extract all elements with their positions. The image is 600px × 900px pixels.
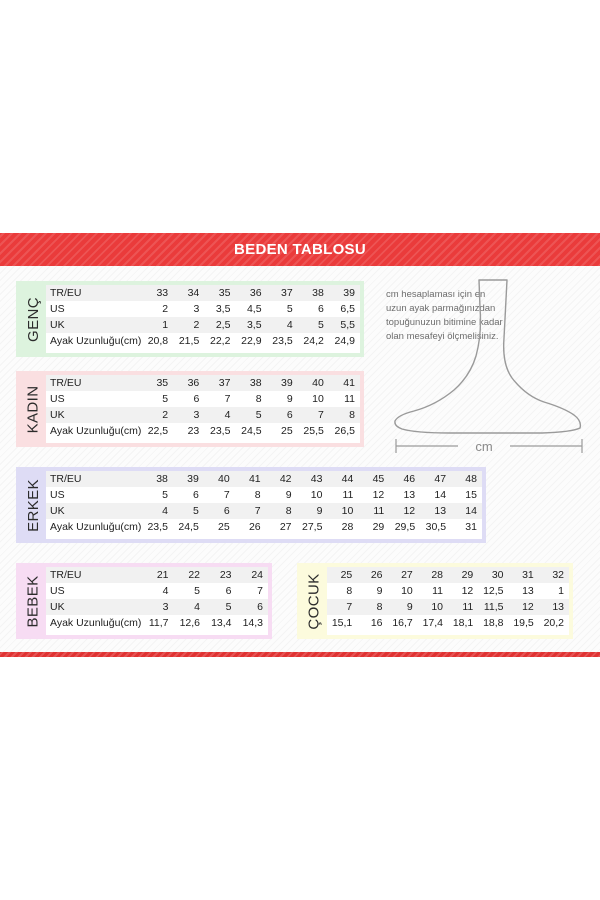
size-cell: 20,8 xyxy=(147,335,169,347)
row-values xyxy=(142,617,268,629)
size-cell: 8 xyxy=(285,505,292,517)
size-cell: 43 xyxy=(310,473,323,485)
size-cell: 35 xyxy=(156,377,169,389)
size-cell: 12 xyxy=(522,601,534,613)
size-cell: 11 xyxy=(462,601,474,613)
size-cell: 2 xyxy=(162,303,169,315)
size-cell: 12,5 xyxy=(483,585,504,597)
size-grid xyxy=(46,375,360,443)
size-cell: 13 xyxy=(434,505,447,517)
row-values xyxy=(142,425,360,437)
size-cell: 31 xyxy=(522,569,534,581)
size-cell: 26,5 xyxy=(334,425,355,437)
size-cell: 23 xyxy=(187,425,200,437)
foot-outline-icon xyxy=(395,280,581,433)
row-header: UK xyxy=(50,505,65,517)
size-cell: 35 xyxy=(218,287,231,299)
category-label-text: GENÇ xyxy=(24,296,42,342)
size-cell: 4 xyxy=(286,319,293,331)
size-grid xyxy=(327,567,569,635)
bottom-divider xyxy=(0,652,600,657)
size-cell: 39 xyxy=(343,287,355,299)
size-cell: 9 xyxy=(285,489,292,501)
category-label-text: BEBEK xyxy=(24,574,42,628)
size-cell: 6 xyxy=(225,585,232,597)
size-cell: 7 xyxy=(318,409,324,421)
size-cell: 3,5 xyxy=(215,303,231,315)
size-cell: 8 xyxy=(376,601,383,613)
size-cell: 2,5 xyxy=(215,319,231,331)
category-label-text: ERKEK xyxy=(24,478,42,532)
size-grid xyxy=(46,285,360,353)
size-cell: 12,6 xyxy=(179,617,200,629)
size-cell: 4 xyxy=(162,505,168,517)
size-cell: 6 xyxy=(193,393,200,405)
size-cell: 10 xyxy=(431,601,443,613)
size-cell: 10 xyxy=(310,489,323,501)
row-values xyxy=(142,393,360,405)
size-cell: 8 xyxy=(254,489,261,501)
table-row xyxy=(327,599,569,615)
size-cell: 6,5 xyxy=(340,303,355,315)
size-cell: 38 xyxy=(156,473,168,485)
size-cell: 34 xyxy=(187,287,200,299)
size-cell: 23,5 xyxy=(272,335,293,347)
table-row xyxy=(46,567,268,583)
size-cell: 22,9 xyxy=(241,335,262,347)
row-header: TR/EU xyxy=(50,287,82,299)
row-header: Ayak Uzunluğu(cm) xyxy=(50,335,142,347)
table-row xyxy=(46,391,360,407)
table-row xyxy=(46,375,360,391)
size-cell: 6 xyxy=(257,601,263,613)
row-values xyxy=(327,585,569,597)
size-cell: 47 xyxy=(434,473,447,485)
size-cell: 13 xyxy=(552,601,564,613)
size-cell: 27 xyxy=(401,569,413,581)
size-table-kadin xyxy=(16,371,364,447)
table-row xyxy=(327,567,569,583)
size-cell: 9 xyxy=(286,393,293,405)
category-label-cocuk xyxy=(301,567,327,635)
size-cell: 41 xyxy=(248,473,261,485)
row-values xyxy=(327,601,569,613)
size-cell: 10 xyxy=(401,585,413,597)
size-cell: 9 xyxy=(316,505,323,517)
size-cell: 16,7 xyxy=(392,617,413,629)
row-values xyxy=(142,303,360,315)
size-cell: 21,5 xyxy=(178,335,200,347)
size-cell: 17,4 xyxy=(422,617,443,629)
row-header: US xyxy=(50,489,65,501)
table-row xyxy=(46,583,268,599)
size-cell: 12 xyxy=(461,585,474,597)
size-cell: 11 xyxy=(432,585,443,597)
row-header: US xyxy=(50,585,65,597)
size-cell: 4 xyxy=(162,585,169,597)
row-values xyxy=(327,569,569,581)
size-cell: 8 xyxy=(255,393,262,405)
row-header: US xyxy=(50,303,65,315)
row-values xyxy=(142,409,360,421)
size-cell: 38 xyxy=(312,287,324,299)
size-cell: 3 xyxy=(193,303,200,315)
size-cell: 3,5 xyxy=(246,319,262,331)
size-cell: 24,9 xyxy=(334,335,355,347)
size-grid xyxy=(46,567,268,635)
size-cell: 32 xyxy=(552,569,564,581)
table-row xyxy=(46,519,482,535)
table-row xyxy=(46,487,482,503)
size-cell: 12 xyxy=(403,505,416,517)
size-cell: 41 xyxy=(343,377,355,389)
row-header: Ayak Uzunluğu(cm) xyxy=(50,521,142,533)
size-cell: 22,5 xyxy=(147,425,169,437)
category-label-text: KADIN xyxy=(24,385,42,433)
size-cell: 7 xyxy=(224,393,231,405)
row-header: TR/EU xyxy=(50,473,82,485)
size-cell: 18,1 xyxy=(452,617,474,629)
size-cell: 5 xyxy=(162,489,168,501)
size-cell: 6 xyxy=(318,303,324,315)
size-cell: 10 xyxy=(312,393,324,405)
row-values xyxy=(142,287,360,299)
size-cell: 15,1 xyxy=(331,617,353,629)
category-label-text: ÇOCUK xyxy=(305,572,323,630)
row-header: Ayak Uzunluğu(cm) xyxy=(50,617,142,629)
size-cell: 29 xyxy=(372,521,385,533)
size-cell: 14 xyxy=(434,489,447,501)
size-cell: 2 xyxy=(162,409,169,421)
size-cell: 11 xyxy=(373,505,385,517)
table-row xyxy=(46,333,360,349)
size-cell: 20,2 xyxy=(543,617,564,629)
category-label-kadin xyxy=(20,375,46,443)
row-values xyxy=(142,489,482,501)
size-cell: 5 xyxy=(286,303,293,315)
size-cell: 25 xyxy=(281,425,293,437)
size-cell: 25 xyxy=(218,521,230,533)
size-cell: 27 xyxy=(279,521,292,533)
size-cell: 7 xyxy=(346,601,353,613)
size-cell: 46 xyxy=(403,473,416,485)
table-row xyxy=(46,423,360,439)
row-header: UK xyxy=(50,601,65,613)
size-cell: 36 xyxy=(187,377,200,389)
row-values xyxy=(142,569,268,581)
size-cell: 29,5 xyxy=(394,521,416,533)
row-values xyxy=(142,585,268,597)
size-cell: 3 xyxy=(162,601,169,613)
row-header: US xyxy=(50,393,65,405)
size-cell: 4 xyxy=(194,601,200,613)
size-cell: 21 xyxy=(156,569,169,581)
category-label-genc xyxy=(20,285,46,353)
size-cell: 24,5 xyxy=(178,521,199,533)
size-cell: 30,5 xyxy=(425,521,447,533)
size-cell: 5 xyxy=(162,393,169,405)
size-cell: 13 xyxy=(522,585,534,597)
size-cell: 7 xyxy=(254,505,261,517)
size-cell: 31 xyxy=(465,521,477,533)
size-cell: 5 xyxy=(255,409,262,421)
table-row xyxy=(46,317,360,333)
size-cell: 7 xyxy=(223,489,230,501)
size-cell: 29 xyxy=(461,569,474,581)
row-header: TR/EU xyxy=(50,377,82,389)
size-cell: 11,7 xyxy=(148,617,169,629)
size-cell: 11 xyxy=(344,393,355,405)
row-header: TR/EU xyxy=(50,569,82,581)
size-cell: 18,8 xyxy=(483,617,504,629)
row-values xyxy=(142,377,360,389)
size-cell: 23 xyxy=(219,569,232,581)
size-cell: 1 xyxy=(162,319,169,331)
size-cell: 26 xyxy=(370,569,383,581)
size-grid xyxy=(46,471,482,539)
size-cell: 11,5 xyxy=(483,601,504,613)
size-cell: 24 xyxy=(251,569,263,581)
size-cell: 5 xyxy=(318,319,324,331)
table-row xyxy=(46,407,360,423)
size-cell: 9 xyxy=(376,585,383,597)
table-row xyxy=(46,471,482,487)
size-cell: 6 xyxy=(192,489,199,501)
size-cell: 24,5 xyxy=(241,425,262,437)
table-row xyxy=(327,615,569,631)
size-cell: 23,5 xyxy=(147,521,168,533)
size-table-genc xyxy=(16,281,364,357)
size-cell: 11 xyxy=(342,489,354,501)
row-values xyxy=(142,601,268,613)
table-row xyxy=(46,301,360,317)
size-cell: 42 xyxy=(279,473,292,485)
size-cell: 40 xyxy=(312,377,324,389)
title-banner xyxy=(0,233,600,266)
size-cell: 30 xyxy=(491,569,504,581)
size-cell: 3 xyxy=(193,409,200,421)
size-cell: 8 xyxy=(349,409,355,421)
size-cell: 5 xyxy=(192,505,199,517)
table-row xyxy=(327,583,569,599)
size-cell: 26 xyxy=(248,521,261,533)
page-title: BEDEN TABLOSU xyxy=(234,241,366,258)
row-header: UK xyxy=(50,319,65,331)
table-row xyxy=(46,503,482,519)
size-cell: 36 xyxy=(249,287,262,299)
size-cell: 25 xyxy=(340,569,353,581)
size-cell: 13,4 xyxy=(211,617,232,629)
size-table-bebek xyxy=(16,563,272,639)
size-cell: 7 xyxy=(257,585,263,597)
size-cell: 39 xyxy=(281,377,293,389)
size-cell: 16 xyxy=(370,617,383,629)
size-cell: 2 xyxy=(193,319,200,331)
cm-measure-label: cm xyxy=(475,439,493,454)
size-cell: 22,2 xyxy=(209,335,231,347)
size-cell: 5 xyxy=(194,585,200,597)
size-cell: 19,5 xyxy=(513,617,534,629)
size-cell: 5,5 xyxy=(340,319,355,331)
size-cell: 4,5 xyxy=(246,303,262,315)
size-cell: 6 xyxy=(223,505,230,517)
size-cell: 27,5 xyxy=(302,521,323,533)
size-cell: 1 xyxy=(558,585,564,597)
table-row xyxy=(46,285,360,301)
size-table-cocuk xyxy=(297,563,573,639)
row-values xyxy=(142,319,360,331)
row-header: Ayak Uzunluğu(cm) xyxy=(50,425,142,437)
size-table-erkek xyxy=(16,467,486,543)
size-cell: 37 xyxy=(218,377,231,389)
table-row xyxy=(46,599,268,615)
category-label-bebek xyxy=(20,567,46,635)
size-cell: 25,5 xyxy=(303,425,324,437)
size-cell: 14 xyxy=(465,505,477,517)
size-cell: 6 xyxy=(286,409,293,421)
size-cell: 33 xyxy=(156,287,169,299)
size-cell: 8 xyxy=(346,585,353,597)
size-cell: 22 xyxy=(188,569,200,581)
size-cell: 9 xyxy=(406,601,413,613)
size-cell: 44 xyxy=(341,473,354,485)
size-cell: 5 xyxy=(225,601,232,613)
size-cell: 45 xyxy=(372,473,385,485)
size-cell: 13 xyxy=(403,489,416,501)
size-cell: 39 xyxy=(187,473,199,485)
size-cell: 48 xyxy=(465,473,477,485)
size-cell: 15 xyxy=(465,489,477,501)
table-row xyxy=(46,615,268,631)
size-cell: 23,5 xyxy=(209,425,231,437)
size-cell: 4 xyxy=(224,409,231,421)
measurement-instructions: cm hesaplaması için en uzun ayak parmağınızdan topuğunuzun bitimine kadar olan mesafeyi ölçmelisiniz. xyxy=(386,289,503,342)
size-cell: 10 xyxy=(341,505,354,517)
row-values xyxy=(142,473,482,485)
size-cell: 37 xyxy=(281,287,293,299)
size-cell: 28 xyxy=(431,569,443,581)
category-label-erkek xyxy=(20,471,46,539)
size-cell: 38 xyxy=(249,377,262,389)
row-values xyxy=(142,521,482,533)
foot-measurement-diagram xyxy=(392,278,588,458)
size-cell: 28 xyxy=(341,521,354,533)
size-cell: 14,3 xyxy=(242,617,263,629)
row-header: UK xyxy=(50,409,65,421)
row-values xyxy=(327,617,569,629)
size-cell: 24,2 xyxy=(303,335,324,347)
size-cell: 12 xyxy=(372,489,385,501)
row-values xyxy=(142,335,360,347)
row-values xyxy=(142,505,482,517)
size-cell: 40 xyxy=(218,473,230,485)
